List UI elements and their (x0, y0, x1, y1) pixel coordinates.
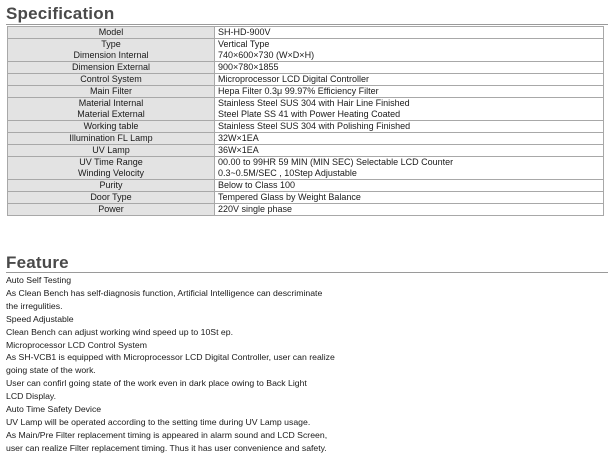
spec-key: Winding Velocity (77, 168, 145, 178)
spec-key: Purity (99, 180, 123, 190)
spec-key-cell (8, 192, 215, 204)
spec-key-cell (8, 98, 215, 121)
feature-line: Microprocessor LCD Control System (6, 339, 147, 350)
spec-key: Main Filter (89, 86, 132, 96)
spec-key: Control System (80, 74, 142, 84)
spec-value-cell (215, 86, 604, 98)
spec-value: 740×600×730 (W×D×H) (218, 50, 315, 60)
feature-line: As Main/Pre Filter replacement timing is appeared in alarm sound and LCD Screen, (6, 429, 328, 440)
spec-value-cell (215, 121, 604, 133)
feature-line: Auto Time Safety Device (6, 404, 102, 415)
spec-value-cell (215, 74, 604, 86)
spec-value-cell (215, 157, 604, 180)
feature-line: UV Lamp will be operated according to the setting time during UV Lamp usage. (6, 416, 311, 427)
spec-row (8, 133, 604, 145)
spec-value: 00.00 to 99HR 59 MIN (MIN SEC) Selectable LCD Counter (218, 157, 454, 167)
spec-value: 32W×1EA (218, 133, 259, 143)
spec-key-cell (8, 145, 215, 157)
spec-value: Steel Plate SS 41 with Power Heating Coated (218, 109, 401, 119)
spec-key-cell (8, 157, 215, 180)
feature-line: user can realize Filter replacement timing. Thus it has user convenience and safety. (6, 442, 327, 453)
feature-line: Speed Adjustable (6, 313, 74, 324)
spec-value-cell (215, 133, 604, 145)
spec-row (8, 74, 604, 86)
spec-key-cell (8, 180, 215, 192)
spec-row (8, 98, 604, 121)
spec-row (8, 157, 604, 180)
spec-value: Stainless Steel SUS 304 with Hair Line Finished (218, 98, 410, 108)
spec-value: Vertical Type (218, 39, 270, 49)
feature-line: LCD Display. (6, 391, 57, 402)
spec-row (8, 27, 604, 39)
spec-key-cell (8, 74, 215, 86)
spec-key: Dimension External (71, 62, 151, 72)
feature-line: Auto Self Testing (6, 275, 72, 285)
feature-list (6, 274, 606, 455)
spec-row (8, 192, 604, 204)
feature-rule (6, 272, 608, 273)
spec-key: UV Lamp (92, 145, 130, 155)
spec-key: UV Time Range (79, 157, 143, 167)
spec-value-cell (215, 62, 604, 74)
spec-value-cell (215, 27, 604, 39)
spec-row (8, 180, 604, 192)
spec-value-cell (215, 192, 604, 204)
spec-row (8, 204, 604, 216)
spec-row (8, 39, 604, 62)
spec-key-cell (8, 121, 215, 133)
spec-value: Stainless Steel SUS 304 with Polishing Finished (218, 121, 411, 131)
spec-value: 0.3~0.5M/SEC , 10Step Adjustable (218, 168, 357, 178)
spec-value: Hepa Filter 0.3μ 99.97% Efficiency Filter (218, 86, 379, 96)
specification-heading: Specification (6, 4, 115, 23)
spec-key: Door Type (90, 192, 132, 202)
specification-rule (6, 24, 608, 25)
spec-row (8, 62, 604, 74)
spec-key: Illumination FL Lamp (69, 133, 153, 143)
spec-key: Model (98, 27, 124, 37)
spec-key-cell (8, 133, 215, 145)
feature-line: As SH-VCB1 is equipped with Microprocessor LCD Digital Controller, user can realize (6, 352, 335, 363)
spec-row (8, 121, 604, 133)
spec-value: Below to Class 100 (218, 180, 296, 190)
spec-key-cell (8, 27, 215, 39)
spec-value-cell (215, 39, 604, 62)
spec-key-cell (8, 204, 215, 216)
feature-line: Clean Bench can adjust working wind speed up to 10St ep. (6, 326, 233, 337)
feature-heading: Feature (6, 253, 69, 272)
spec-value: 36W×1EA (218, 145, 259, 155)
spec-value-cell (215, 180, 604, 192)
feature-line: As Clean Bench has self-diagnosis function, Artificial Intelligence can descriminate (6, 287, 323, 298)
spec-key: Working table (83, 121, 139, 131)
specification-table (7, 26, 604, 216)
spec-key-cell (8, 62, 215, 74)
spec-value: Microprocessor LCD Digital Controller (218, 74, 370, 84)
spec-value-cell (215, 145, 604, 157)
spec-key: Type (101, 39, 121, 49)
spec-row (8, 86, 604, 98)
spec-key: Material External (77, 109, 145, 119)
spec-value-cell (215, 98, 604, 121)
feature-line: the irregulities. (6, 300, 63, 311)
spec-key: Material Internal (78, 98, 144, 108)
feature-line: User can confirl going state of the work even in dark place owing to Back Light (6, 378, 307, 389)
spec-key: Power (98, 204, 124, 214)
spec-key: Dimension Internal (73, 50, 149, 60)
spec-key-cell (8, 39, 215, 62)
spec-value: SH-HD-900V (218, 27, 271, 37)
feature-line: going state of the work. (6, 365, 96, 376)
spec-value: 900×780×1855 (218, 62, 279, 72)
spec-value-cell (215, 204, 604, 216)
spec-key-cell (8, 86, 215, 98)
spec-row (8, 145, 604, 157)
spec-value: Tempered Glass by Weight Balance (218, 192, 361, 202)
spec-value: 220V single phase (218, 204, 293, 214)
